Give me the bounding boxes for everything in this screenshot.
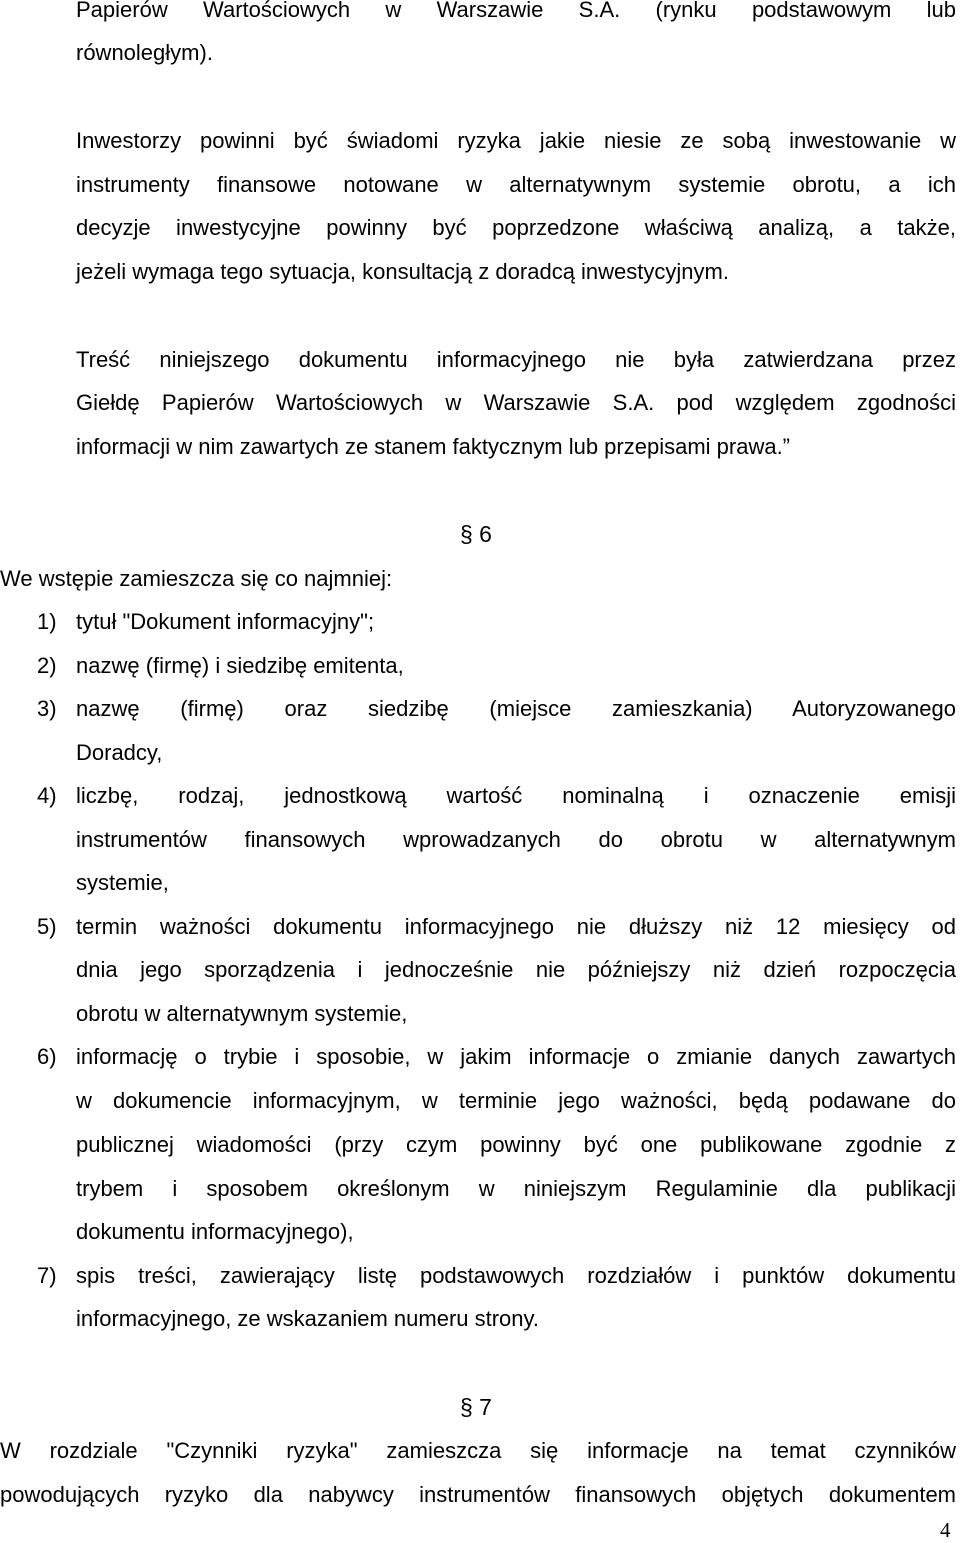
list-item-4-line-2: instrumentów finansowych wprowadzanych do obrotu w alternatywnym (76, 827, 956, 852)
section-6-heading: § 6 (460, 521, 492, 547)
list-item-5-line-1: termin ważności dokumentu informacyjnego nie dłuższy niż 12 miesięcy od (76, 914, 956, 939)
list-item-number: 1) (37, 609, 57, 634)
list-item-number: 4) (37, 783, 57, 808)
section-6-intro: We wstępie zamieszcza się co najmniej: (0, 566, 393, 591)
list-item-1-line-1: tytuł "Dokument informacyjny"; (76, 609, 375, 634)
risk-paragraph-line-4: jeżeli wymaga tego sytuacja, konsultacją z doradcą inwestycyjnym. (76, 259, 729, 284)
list-item-2-line-1: nazwę (firmę) i siedzibę emitenta, (76, 653, 404, 678)
list-item-4-line-1: liczbę, rodzaj, jednostkową wartość nominalną i oznaczenie emisji (76, 783, 956, 808)
list-item-3-line-1: nazwę (firmę) oraz siedzibę (miejsce zamieszkania) Autoryzowanego (76, 696, 956, 721)
approval-paragraph-line-3: informacji w nim zawartych ze stanem faktycznym lub przepisami prawa.” (76, 434, 791, 459)
list-item-7-line-1: spis treści, zawierający listę podstawowych rozdziałów i punktów dokumentu (76, 1263, 956, 1288)
section-7-line-2: powodujących ryzyko dla nabywcy instrumentów finansowych objętych dokumentem (0, 1482, 956, 1507)
approval-paragraph-line-2: Giełdę Papierów Wartościowych w Warszawie S.A. pod względem zgodności (76, 390, 956, 415)
section-7-heading: § 7 (460, 1394, 492, 1420)
list-item-6-line-1: informację o trybie i sposobie, w jakim informacje o zmianie danych zawartych (76, 1044, 956, 1069)
approval-paragraph-line-1: Treść niniejszego dokumentu informacyjnego nie była zatwierdzana przez (76, 347, 956, 372)
list-item-5-line-3: obrotu w alternatywnym systemie, (76, 1001, 408, 1026)
list-item-6-line-5: dokumentu informacyjnego), (76, 1219, 354, 1244)
page-number: 4 (940, 1518, 951, 1542)
list-item-number: 6) (37, 1044, 57, 1069)
list-item-6-line-3: publicznej wiadomości (przy czym powinny być one publikowane zgodnie z (76, 1132, 956, 1157)
list-item-3-line-2: Doradcy, (76, 740, 163, 765)
risk-paragraph-line-2: instrumenty finansowe notowane w alternatywnym systemie obrotu, a ich (76, 172, 956, 197)
list-item-6-line-2: w dokumencie informacyjnym, w terminie jego ważności, będą podawane do (76, 1088, 956, 1113)
risk-paragraph-line-3: decyzje inwestycyjne powinny być poprzedzone właściwą analizą, a także, (76, 215, 956, 240)
list-item-4-line-3: systemie, (76, 870, 169, 895)
list-item-5-line-2: dnia jego sporządzenia i jednocześnie nie późniejszy niż dzień rozpoczęcia (76, 957, 956, 982)
intro-tail-line-1: Papierów Wartościowych w Warszawie S.A. (rynku podstawowym lub (76, 0, 956, 22)
list-item-number: 2) (37, 653, 57, 678)
list-item-7-line-2: informacyjnego, ze wskazaniem numeru strony. (76, 1306, 540, 1331)
list-item-number: 5) (37, 914, 57, 939)
list-item-number: 3) (37, 696, 57, 721)
intro-tail-line-2: równoległym). (76, 40, 213, 65)
section-7-line-1: W rozdziale "Czynniki ryzyka" zamieszcza się informacje na temat czynników (0, 1438, 956, 1463)
list-item-number: 7) (37, 1263, 57, 1288)
risk-paragraph-line-1: Inwestorzy powinni być świadomi ryzyka jakie niesie ze sobą inwestowanie w (76, 128, 956, 153)
list-item-6-line-4: trybem i sposobem określonym w niniejszym Regulaminie dla publikacji (76, 1176, 956, 1201)
